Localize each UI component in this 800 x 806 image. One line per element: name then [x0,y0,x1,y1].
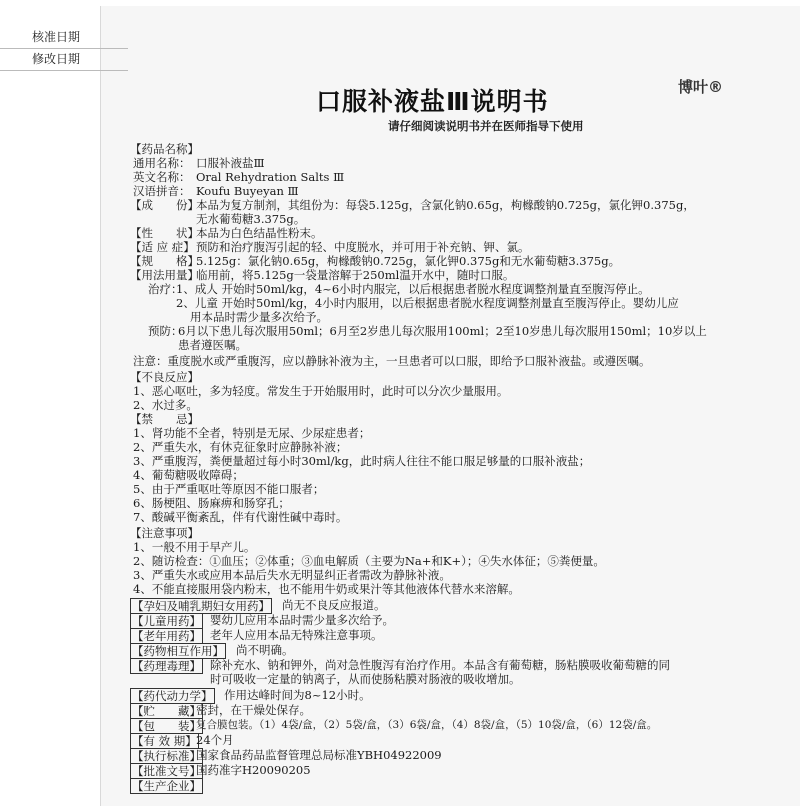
spec-label: 【规 格】 [130,254,199,268]
approval-label [130,763,203,779]
validity-label-text: 【有 效 期】 [132,734,197,748]
children-label-text: 【儿童用药】 [132,614,201,628]
precautions-label: 【注意事项】 [130,526,199,540]
storage-label [130,703,203,719]
package-label [130,718,203,734]
precaution-item: 2、随访检查：①血压；②体重；③血电解质（主要为Na+和K+）；④失水体征；⑤粪便量。 [133,554,605,568]
approval-text: 国药准字H20090205 [196,763,311,777]
treatment-child-b: 用本品时需少量多次给予。 [190,310,328,324]
composition-line-2: 无水葡萄糖3.375g。 [196,212,306,226]
contraindication-item: 6、肠梗阻、肠麻痹和肠穿孔； [133,496,290,510]
interaction-text: 尚不明确。 [236,643,294,657]
pk-text: 作用达峰时间为8~12小时。 [224,688,371,702]
usage-note: 注意：重度脱水或严重腹泻，应以静脉补液为主，一旦患者可以口服，即给予口服补液盐。或遵医嘱。 [133,354,651,368]
pregnancy-label-text: 【孕妇及哺乳期妇女用药】 [132,599,270,613]
check-date-label: 核准日期 [0,26,128,49]
manufacturer-label [130,778,203,794]
revise-date-label: 修改日期 [0,48,128,71]
indication-label: 【适 应 症】 [130,240,195,254]
precaution-item: 4、不能直接服用袋内粉末，也不能用牛奶或果汁等其他液体代替水来溶解。 [133,582,520,596]
section-drug-name: 【药品名称】 [130,142,199,156]
treatment-child-a: 2、儿童 开始时50ml/kg，4小时内服用，以后根据患者脱水程度调整剂量直至腹泻停止。婴幼儿应 [176,296,679,310]
character-label: 【性 状】 [130,226,199,240]
contraindication-item: 1、肾功能不全者，特别是无尿、少尿症患者； [133,426,371,440]
document-subtitle: 请仔细阅读说明书并在医师指导下使用 [388,119,584,133]
contraindication-item: 7、酸碱平衡紊乱，伴有代谢性碱中毒时。 [133,510,348,524]
children-label [130,613,203,629]
pk-label [130,688,215,704]
document-title: 口服补液盐Ⅲ说明书 [316,87,549,116]
english-name-label: 英文名称： [133,170,191,184]
interaction-label-text: 【药物相互作用】 [132,644,224,658]
pharmacology-line-1: 除补充水、钠和钾外，尚对急性腹泻有治疗作用。本品含有葡萄糖，肠粘膜吸收葡萄糖的同 [210,658,670,672]
treatment-label: 治疗： [148,282,183,296]
usage-line-1: 临用前，将5.125g一袋量溶解于250ml温开水中，随时口服。 [196,268,515,282]
prevention-label: 预防： [148,324,183,338]
elderly-label [130,628,203,644]
contraindication-item: 5、由于严重呕吐等原因不能口服者； [133,482,325,496]
standard-label-text: 【执行标准】 [132,749,201,763]
indication-text: 预防和治疗腹泻引起的轻、中度脱水，并可用于补充钠、钾、氯。 [196,240,530,254]
brand-logo: 博叶® [678,78,724,96]
pinyin-label: 汉语拼音： [133,184,191,198]
spec-text: 5.125g：氯化钠0.65g，枸橼酸钠0.725g，氯化钾0.375g和无水葡萄糖3.375g。 [196,254,621,268]
validity-label [130,733,199,749]
adverse-label: 【不良反应】 [130,370,199,384]
elderly-label-text: 【老年用药】 [132,629,201,643]
composition-label: 【成 份】 [130,198,199,212]
pharmacology-label [130,658,203,674]
prevention-line-a: 6月以下患儿每次服用50ml；6月至2岁患儿每次服用100ml；2至10岁患儿每次服用150ml；10岁以上 [178,324,707,338]
elderly-text: 老年人应用本品无特殊注意事项。 [210,628,383,642]
interaction-label [130,643,226,659]
package-text: 复合膜包装。（1）4袋/盒，（2）5袋/盒，（3）6袋/盒，（4）8袋/盒，（5）10袋/盒，（6）12袋/盒。 [196,719,658,731]
manufacturer-label-text: 【生产企业】 [132,779,201,793]
package-label-text: 【包 装】 [132,719,201,733]
english-name: Oral Rehydration Salts Ⅲ [196,170,345,184]
standard-text: 国家食品药品监督管理总局标准YBH04922009 [196,748,442,762]
precaution-item: 3、严重失水或应用本品后失水无明显纠正者需改为静脉补液。 [133,568,451,582]
pharmacology-label-text: 【药理毒理】 [132,659,201,673]
composition-line-1: 本品为复方制剂，其组份为：每袋5.125g，含氯化钠0.65g，枸橼酸钠0.725g，氯化钾0.375g， [196,198,695,212]
pk-label-text: 【药代动力学】 [132,689,213,703]
character-text: 本品为白色结晶性粉末。 [196,226,323,240]
standard-label [130,748,203,764]
storage-label-text: 【贮 藏】 [132,704,201,718]
contraindication-item: 4、葡萄糖吸收障碍； [133,468,244,482]
treatment-adult: 1、成人 开始时50ml/kg，4~6小时内服完，以后根据患者脱水程度调整剂量直至腹泻停止。 [176,282,650,296]
adverse-item: 2、水过多。 [133,398,198,412]
prevention-line-b: 患者遵医嘱。 [178,338,247,352]
validity-text: 24个月 [196,733,234,747]
contraindication-item: 3、严重腹泻，粪便量超过每小时30ml/kg，此时病人往往不能口服足够量的口服补液盐； [133,454,591,468]
pinyin-name: Koufu Buyeyan Ⅲ [196,184,299,198]
pregnancy-text: 尚无不良反应报道。 [282,598,386,612]
contraindication-item: 2、严重失水，有休克征象时应静脉补液； [133,440,348,454]
contraindication-label: 【禁 忌】 [130,412,199,426]
approval-label-text: 【批准文号】 [132,764,201,778]
generic-name: 口服补液盐Ⅲ [196,156,265,170]
adverse-item: 1、恶心呕吐，多为轻度。常发生于开始服用时，此时可以分次少量服用。 [133,384,509,398]
generic-name-label: 通用名称： [133,156,191,170]
storage-text: 密封，在干燥处保存。 [196,703,311,717]
pharmacology-line-2: 时可吸收一定量的钠离子，从而使肠粘膜对肠液的吸收增加。 [210,672,521,686]
children-text: 婴幼儿应用本品时需少量多次给予。 [210,613,394,627]
usage-label: 【用法用量】 [130,268,199,282]
pregnancy-label [130,598,272,614]
precaution-item: 1、一般不用于早产儿。 [133,540,256,554]
